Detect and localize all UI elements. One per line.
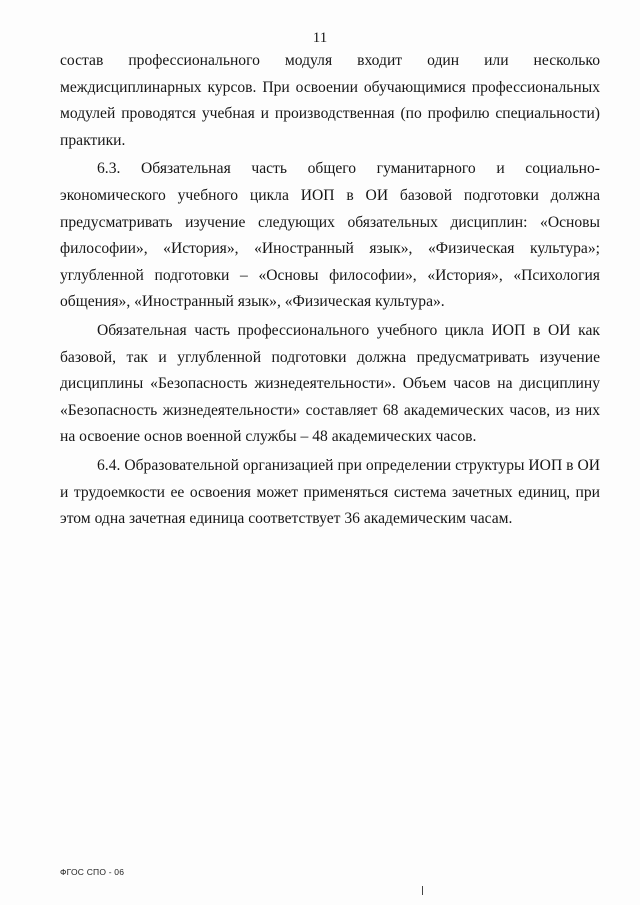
- scan-mark: [422, 886, 423, 895]
- document-body: [60, 48, 600, 533]
- page-number: 11: [312, 30, 328, 46]
- page-footer: ФГОС СПО - 06: [60, 867, 125, 877]
- paragraph-modules-continuation: состав профессионального модуля входит один или несколько междисциплинарных курсов. При освоении обучающимися профессиональных модулей проводятся учебная и производственная (по профилю специальности) практики.: [60, 52, 600, 149]
- paragraph-life-safety: Обязательная часть профессионального учебного цикла ИОП в ОИ как базовой, так и углубленной подготовки должна предусматривать изучение дисциплины «Безопасность жизнедеятельности». Объем часов на дисциплину «Безопасность жизнедеятельности» составляет 68 академических часов, из них на освоение основ военной службы – 48 академических часов.: [60, 321, 600, 446]
- paragraph-6-4: 6.4. Образовательной организацией при определении структуры ИОП в ОИ и трудоемкости ее освоения может применяться система зачетных единиц, при этом одна зачетная единица соответствует 36 академическим часам.: [60, 456, 600, 528]
- paragraph-6-3: 6.3. Обязательная часть общего гуманитарного и социально-экономического учебного цикла ИОП в ОИ базовой подготовки должна предусматривать изучение следующих обязательных дисциплин: «Основы философии», «История», «Иностранный язык», «Физическая культура»; углубленной подготовки – «Основы философии», «История», «Психология общения», «Иностранный язык», «Физическая культура».: [60, 160, 600, 311]
